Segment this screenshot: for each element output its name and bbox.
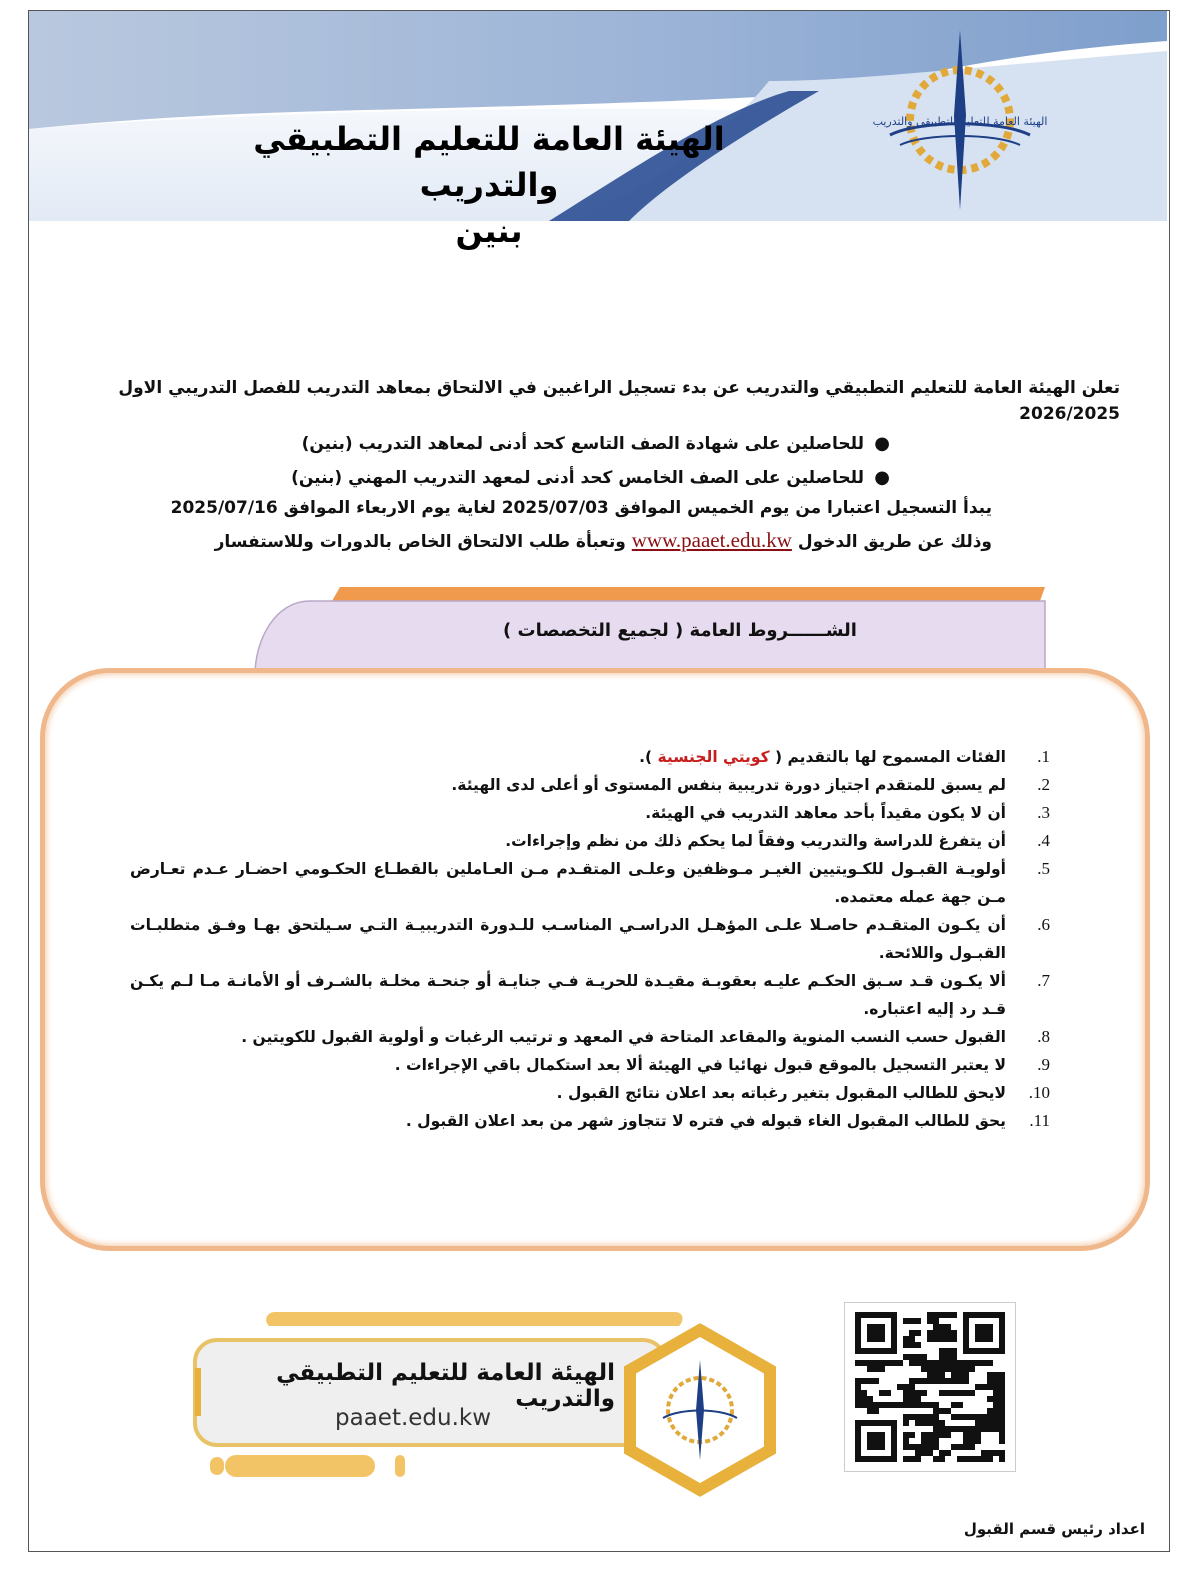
- conditions-list: [130, 743, 1050, 1135]
- paaet-website-link[interactable]: www.paaet.edu.kw: [631, 528, 792, 552]
- list-item: 1. الفئات المسموح لها بالتقديم ( كويتي الجنسية ).: [639, 747, 1050, 766]
- prepared-by-signature: اعداد رئيس قسم القبول: [963, 1520, 1145, 1538]
- list-item: 7. ألا يكـون قـد سـبق الحكـم عليـه بعقوبـة مقيـدة للحريـة فـي جنايـة أو جنحـة مخلـة بالشـرف أو الأمانـة مـا لـم يكـن قـد رد إليه اعتباره.: [130, 971, 1050, 1018]
- header-title-line2: بنين: [455, 212, 523, 250]
- registration-info: [150, 492, 992, 558]
- list-item: 9. لا يعتبر التسجيل بالموقع قبول نهائيا في الهيئة ألا بعد استكمال باقي الإجراءات .: [394, 1055, 1050, 1074]
- qr-code-pattern: [855, 1312, 1005, 1462]
- conditions-title: الشــــــروط العامة ( لجميع التخصصات ): [503, 620, 857, 641]
- footer-website-url[interactable]: paaet.edu.kw: [335, 1405, 492, 1431]
- list-item: 4. أن يتفرغ للدراسة والتدريب وفقاً لما يحكم ذلك من نظم وإجراءات.: [505, 831, 1050, 850]
- list-item: 6. أن يكـون المتقـدم حاصـلا علـى المؤهـل الدراسـي المناسـب للـدورة التدريبيـة التـي سـيلتحق بهـا وفـق متطلبـات القبـول واللائحة.: [130, 915, 1050, 962]
- paaet-logo-icon: [872, 25, 1048, 210]
- nationality-highlight: كويتي الجنسية: [657, 748, 770, 766]
- list-item: ● للحاصلين على شهادة الصف التاسع كحد أدنى لمعاهد التدريب (بنين): [250, 427, 890, 461]
- eligibility-list: [250, 427, 890, 495]
- list-item: 3. أن لا يكون مقيداً بأحد معاهد التدريب في الهيئة.: [645, 803, 1050, 822]
- list-item: ● للحاصلين على الصف الخامس كحد أدنى لمعهد التدريب المهني (بنين): [250, 461, 890, 495]
- list-item: 11. يحق للطالب المقبول الغاء قبوله في فتره لا تتجاوز شهر من بعد اعلان القبول .: [405, 1111, 1050, 1130]
- header-title-line1: الهيئة العامة للتعليم التطبيقي والتدريب: [253, 120, 725, 204]
- bullet-icon: ●: [874, 467, 890, 488]
- list-item: 10. لايحق للطالب المقبول بتغير رغباته بعد اعلان نتائج القبول .: [556, 1083, 1050, 1102]
- footer-org-name: الهيئة العامة للتعليم التطبيقي والتدريب: [276, 1360, 615, 1412]
- list-item: 8. القبول حسب النسب المنوية والمقاعد المتاحة في المعهد و ترتيب الرغبات و أولوية القبول للكويتين .: [241, 1027, 1050, 1046]
- header-title: [209, 116, 769, 254]
- registration-dates: يبدأ التسجيل اعتبارا من يوم الخميس الموافق 2025/07/03 لغاية يوم الاربعاء الموافق 2025/07/16: [170, 498, 992, 518]
- logo-text: الهيئة العامة للتعليم التطبيقي والتدريب: [872, 115, 1048, 128]
- announcement-intro: تعلن الهيئة العامة للتعليم التطبيقي والتدريب عن بدء تسجيل الراغبين في الالتحاق بمعاهد التدريب للفصل التدريبي الاول 2026/2025: [118, 378, 1120, 424]
- list-item: 2. لم يسبق للمتقدم اجتياز دورة تدريبية بنفس المستوى أو أعلى لدى الهيئة.: [451, 775, 1050, 794]
- registration-method: وذلك عن طريق الدخول www.paaet.edu.kw وتعبأة طلب الالتحاق الخاص بالدورات وللاستفسار: [214, 528, 992, 552]
- bullet-icon: ●: [874, 433, 890, 454]
- list-item: 5. أولويـة القبـول للكـويتيين الغيـر مـوظفين وعلـى المتقـدم مـن العـاملين بالقطـاع الحكـومي احضـار عـدم تعـارض مـن جهة عمله معتمده.: [130, 859, 1050, 906]
- qr-code-icon: [844, 1302, 1016, 1472]
